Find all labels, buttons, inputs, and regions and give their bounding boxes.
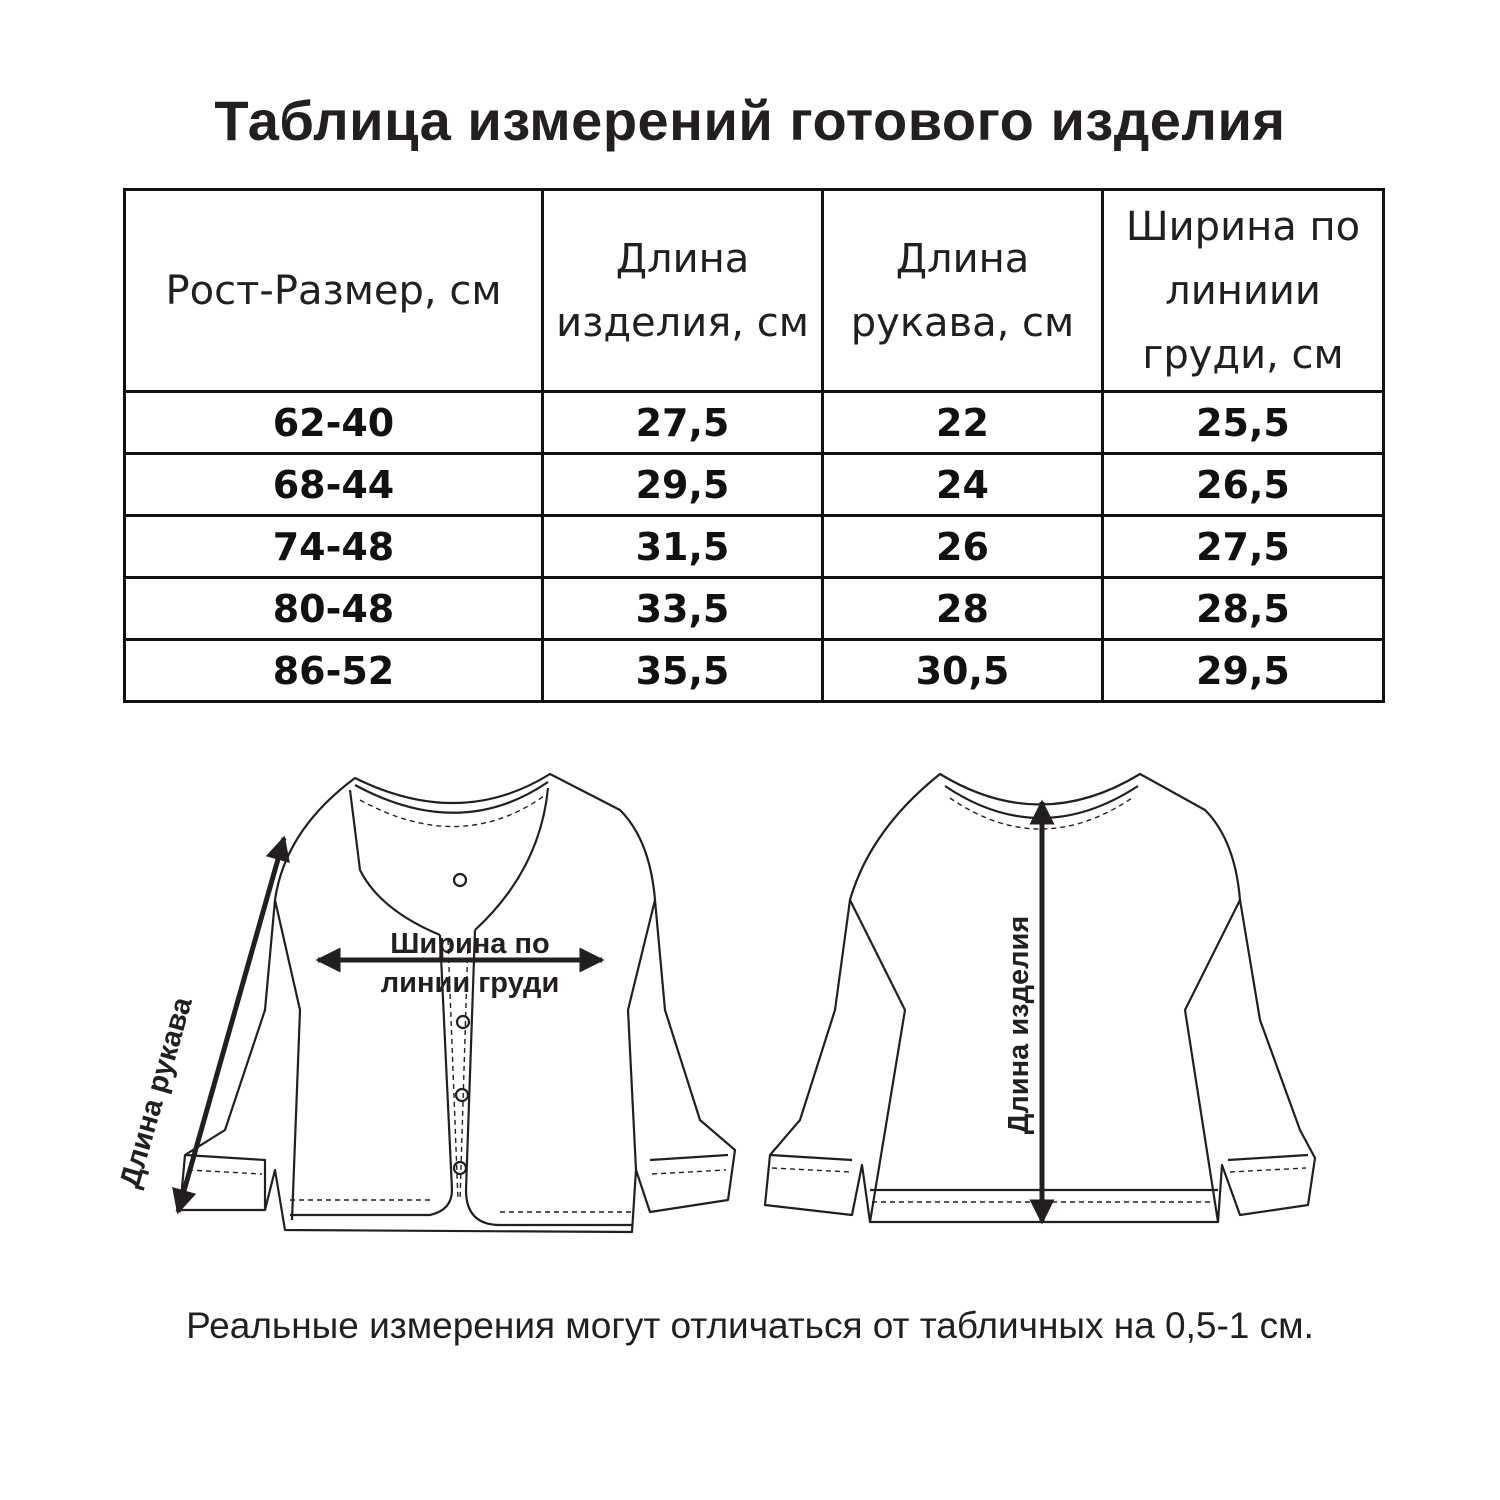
front-view-jacket — [180, 774, 735, 1232]
chest-width-label-line2: линии груди — [380, 967, 560, 999]
table-row — [125, 516, 1384, 578]
header-height-size: Рост-Размер, см — [125, 190, 543, 392]
cell-length: 35,5 — [543, 640, 823, 702]
cell-sleeve: 26 — [823, 516, 1103, 578]
cell-length: 33,5 — [543, 578, 823, 640]
sleeve-length-arrow — [178, 838, 284, 1212]
cell-chest: 28,5 — [1103, 578, 1384, 640]
cell-length: 27,5 — [543, 392, 823, 454]
header-garment-length: Длина изделия, см — [543, 190, 823, 392]
cell-size: 86-52 — [125, 640, 543, 702]
table-row — [125, 392, 1384, 454]
chest-width-label-line1: Ширина по — [390, 928, 550, 960]
button-icon — [457, 1016, 469, 1028]
cell-size: 74-48 — [125, 516, 543, 578]
button-icon — [454, 1162, 466, 1174]
table-row — [125, 640, 1384, 702]
sleeve-length-label: Длина рукава — [113, 993, 199, 1192]
cell-chest: 26,5 — [1103, 454, 1384, 516]
cell-sleeve: 30,5 — [823, 640, 1103, 702]
header-sleeve-length: Длина рукава, см — [823, 190, 1103, 392]
footnote: Реальные измерения могут отличаться от табличных на 0,5-1 см. — [186, 1305, 1314, 1346]
table-row — [125, 454, 1384, 516]
cell-size: 68-44 — [125, 454, 543, 516]
table-row — [125, 578, 1384, 640]
button-icon — [454, 874, 466, 886]
button-icon — [456, 1089, 468, 1101]
cell-sleeve: 24 — [823, 454, 1103, 516]
cell-size: 62-40 — [125, 392, 543, 454]
cell-chest: 25,5 — [1103, 392, 1384, 454]
cell-length: 31,5 — [543, 516, 823, 578]
cell-chest: 27,5 — [1103, 516, 1384, 578]
table-header-row — [125, 190, 1384, 392]
page-title: Таблица измерений готового изделия — [214, 89, 1286, 152]
garment-length-label: Длина изделия — [1003, 915, 1035, 1135]
cell-size: 80-48 — [125, 578, 543, 640]
cell-sleeve: 22 — [823, 392, 1103, 454]
header-chest-width: Ширина по линиии груди, см — [1103, 190, 1384, 392]
size-table — [123, 188, 1385, 703]
cell-chest: 29,5 — [1103, 640, 1384, 702]
cell-length: 29,5 — [543, 454, 823, 516]
cell-sleeve: 28 — [823, 578, 1103, 640]
garment-diagram — [0, 760, 1500, 1280]
